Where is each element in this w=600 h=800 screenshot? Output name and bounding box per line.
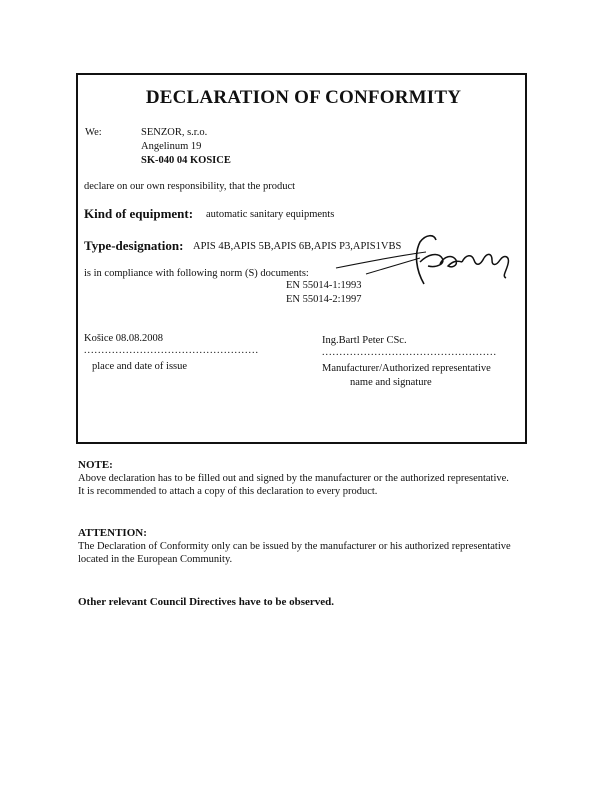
place-date-label: place and date of issue	[92, 361, 188, 372]
type-designation-value: APIS 4B,APIS 5B,APIS 6B,APIS P3,APIS1VBS	[193, 241, 402, 252]
place-date-value: Košice 08.08.2008	[84, 333, 164, 344]
signature-dotted-line: ..................................................	[322, 347, 497, 358]
norm-item: EN 55014-2:1997	[286, 294, 362, 305]
compliance-text: is in compliance with following norm (S) documents:	[84, 268, 309, 279]
attention-heading: ATTENTION:	[78, 527, 147, 539]
document-title: DECLARATION OF CONFORMITY	[145, 87, 462, 108]
type-designation-label: Type-designation:	[84, 238, 184, 253]
company-name: SENZOR, s.r.o.	[141, 127, 208, 138]
representative-name: Ing.Bartl Peter CSc.	[322, 335, 407, 346]
kind-of-equipment-label: Kind of equipment:	[84, 206, 194, 221]
we-label: We:	[85, 127, 102, 138]
kind-of-equipment-value: automatic sanitary equipments	[206, 209, 335, 220]
responsibility-text: declare on our own responsibility, that the product	[84, 181, 296, 192]
attention-section	[78, 527, 528, 566]
council-directives-text: Other relevant Council Directives have to be observed.	[78, 596, 335, 608]
norm-item: EN 55014-1:1993	[286, 280, 362, 291]
note-heading: NOTE:	[78, 459, 113, 471]
footer-section	[78, 596, 528, 609]
handwritten-signature	[316, 232, 526, 287]
note-section	[78, 459, 528, 498]
manufacturer-label: Manufacturer/Authorized representative	[322, 363, 491, 374]
note-line: Above declaration has to be filled out and signed by the manufacturer or the authorized representative.	[78, 473, 509, 484]
company-street: Angelinum 19	[141, 141, 202, 152]
place-date-dotted-line: ..................................................	[84, 345, 259, 356]
company-city: SK-040 04 KOSICE	[141, 155, 231, 166]
note-line: It is recommended to attach a copy of this declaration to every product.	[78, 486, 378, 497]
attention-line: The Declaration of Conformity only can be issued by the manufacturer or his authorized representative located in the European Community.	[78, 541, 511, 565]
name-signature-label: name and signature	[350, 377, 432, 388]
